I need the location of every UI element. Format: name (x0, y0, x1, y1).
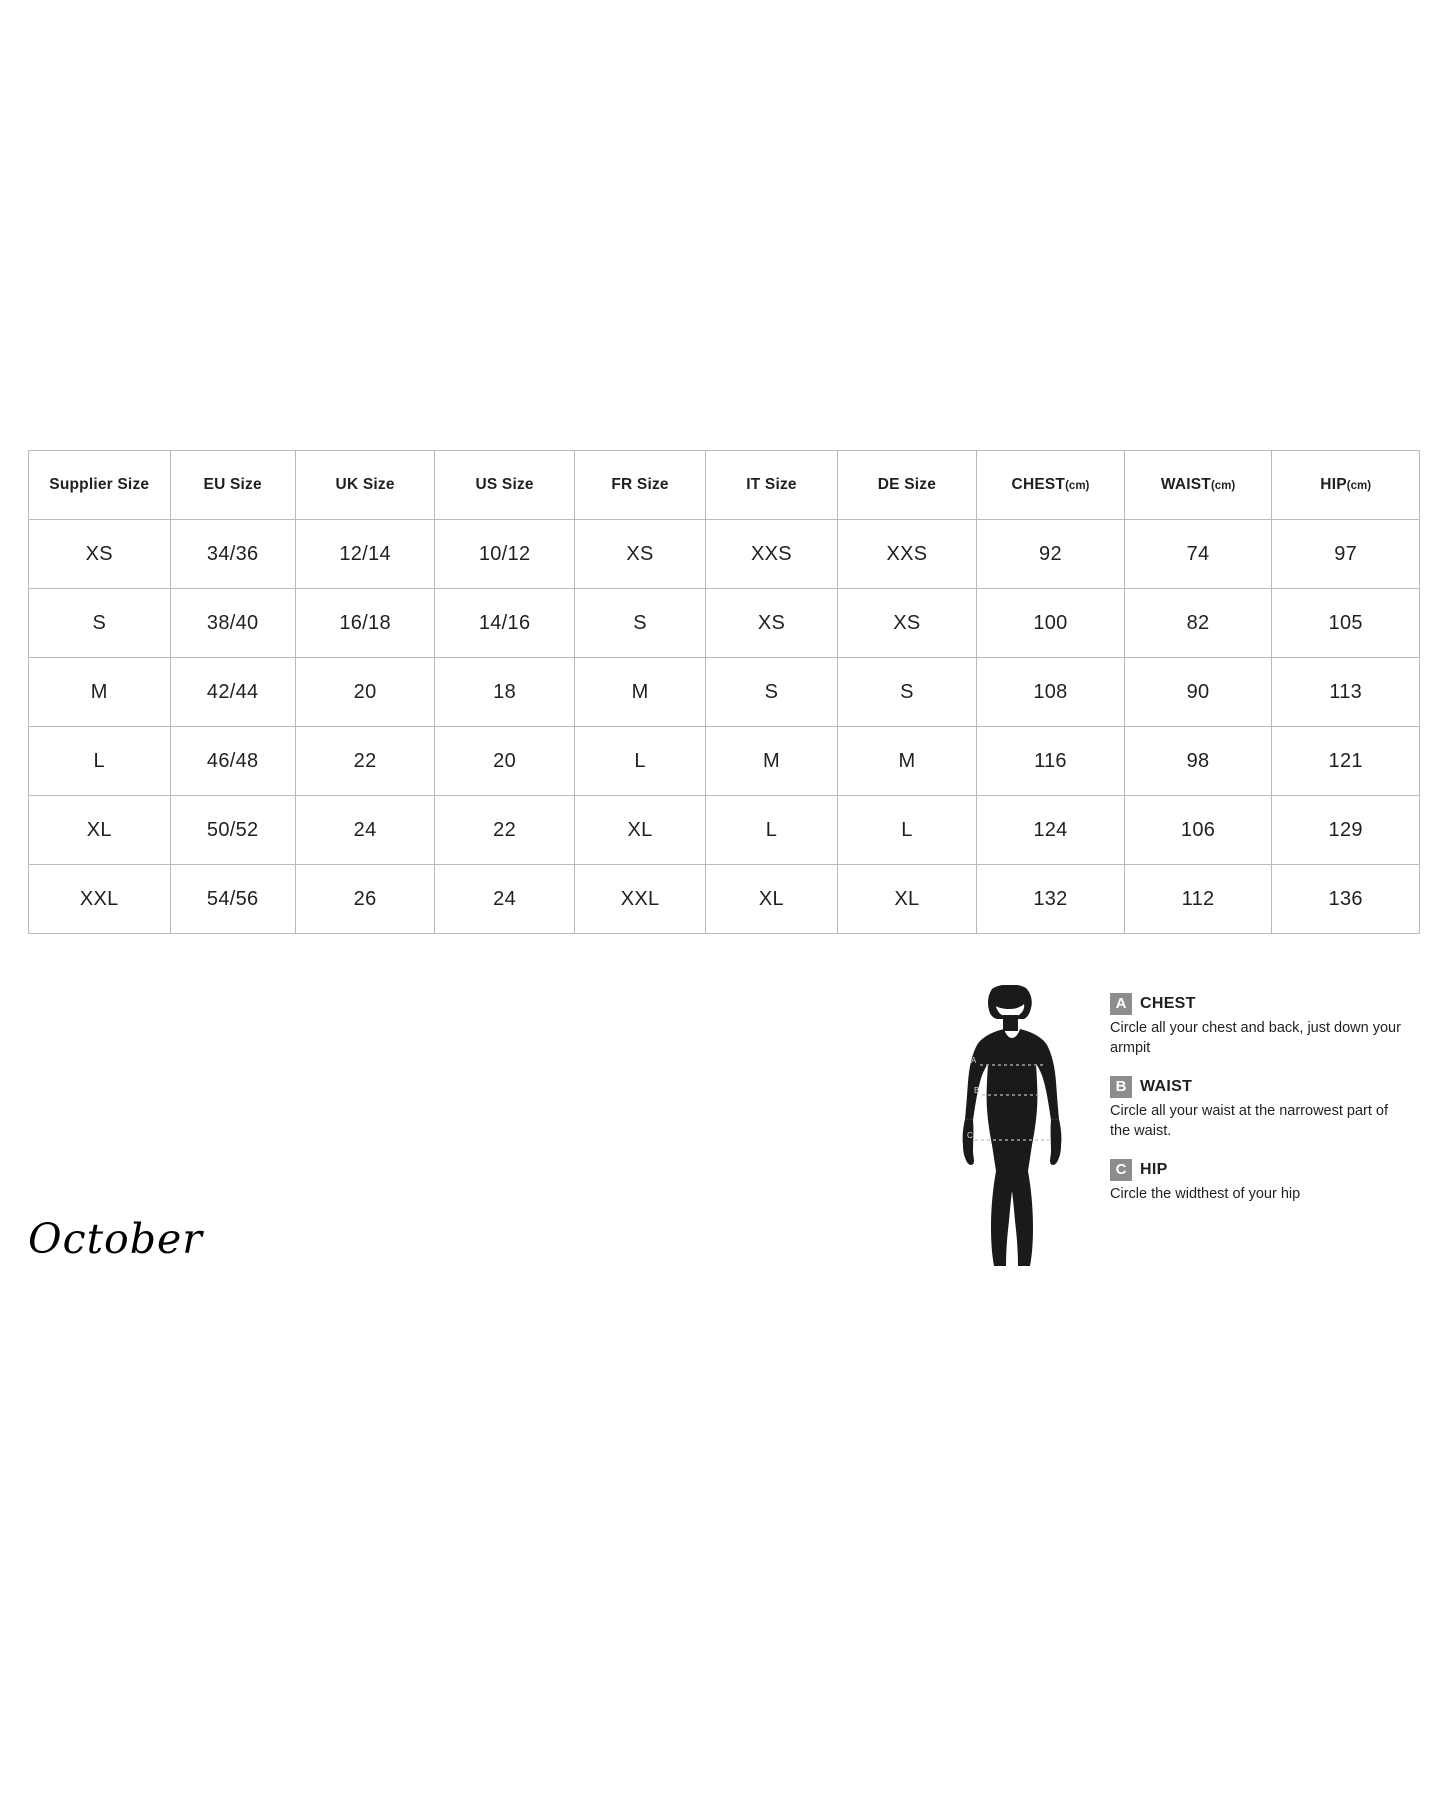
table-cell: 54/56 (170, 865, 295, 934)
table-cell: 46/48 (170, 727, 295, 796)
table-cell: 12/14 (295, 520, 435, 589)
legend-item-waist (1110, 1076, 1410, 1141)
table-cell: L (29, 727, 171, 796)
badge-c-icon: C (1110, 1159, 1132, 1181)
column-header-label: WAIST (1160, 476, 1211, 494)
table-cell: M (574, 658, 705, 727)
table-cell: 100 (977, 589, 1125, 658)
column-header-label: FR Size (611, 476, 669, 494)
column-header-unit: (cm) (1210, 480, 1236, 493)
legend-description: Circle all your chest and back, just down your armpit (1110, 1020, 1401, 1056)
table-cell: XL (29, 796, 171, 865)
table-cell: S (837, 658, 977, 727)
table-cell: 74 (1124, 520, 1272, 589)
legend-title: HIP (1140, 1161, 1168, 1179)
table-cell: 34/36 (170, 520, 295, 589)
column-header-label: DE Size (877, 476, 937, 494)
table-cell: XS (837, 589, 977, 658)
column-header-label: HIP (1320, 476, 1347, 494)
table-row (29, 520, 1420, 589)
column-header-label: Supplier Size (49, 476, 150, 494)
table-cell: M (706, 727, 837, 796)
table-cell: S (706, 658, 837, 727)
table-cell: M (29, 658, 171, 727)
column-header-waist (1124, 451, 1272, 520)
table-header-row (29, 451, 1420, 520)
table-cell: 24 (295, 796, 435, 865)
column-header-chest (977, 451, 1125, 520)
table-row (29, 727, 1420, 796)
figure-label-a: A (971, 1056, 977, 1065)
column-header-fr-size (574, 451, 705, 520)
legend-item-chest (1110, 993, 1410, 1058)
legend-title: WAIST (1140, 1078, 1193, 1096)
table-cell: 16/18 (295, 589, 435, 658)
column-header-unit: (cm) (1065, 480, 1090, 493)
table-cell: 22 (435, 796, 575, 865)
table-cell: 98 (1124, 727, 1272, 796)
table-cell: 106 (1124, 796, 1272, 865)
table-cell: 105 (1272, 589, 1420, 658)
brand-wordmark: October (28, 1215, 203, 1263)
size-chart-section (28, 450, 1420, 934)
table-cell: 112 (1124, 865, 1272, 934)
column-header-supplier-size (29, 451, 171, 520)
column-header-unit: (cm) (1346, 480, 1372, 493)
table-cell: M (837, 727, 977, 796)
body-silhouette-icon (930, 985, 1090, 1270)
table-cell: 14/16 (435, 589, 575, 658)
figure-label-c: C (967, 1131, 973, 1140)
table-cell: XXL (574, 865, 705, 934)
table-cell: L (837, 796, 977, 865)
table-cell: 24 (435, 865, 575, 934)
figure-label-b: B (974, 1086, 980, 1095)
table-cell: XXS (706, 520, 837, 589)
table-cell: 132 (977, 865, 1125, 934)
table-cell: XXL (29, 865, 171, 934)
table-cell: 38/40 (170, 589, 295, 658)
column-header-label: UK Size (335, 476, 395, 494)
table-cell: 90 (1124, 658, 1272, 727)
table-cell: 22 (295, 727, 435, 796)
table-cell: 10/12 (435, 520, 575, 589)
table-row (29, 589, 1420, 658)
table-cell: 113 (1272, 658, 1420, 727)
badge-a-icon: A (1110, 993, 1132, 1015)
legend-title: CHEST (1140, 995, 1196, 1012)
legend-description: Circle all your waist at the narrowest part of the waist. (1110, 1103, 1389, 1139)
table-cell: 50/52 (170, 796, 295, 865)
column-header-eu-size (170, 451, 295, 520)
column-header-label: CHEST (1011, 476, 1066, 494)
table-cell: 82 (1124, 589, 1272, 658)
column-header-us-size (435, 451, 575, 520)
measurement-guide (930, 985, 1410, 1270)
table-cell: 92 (977, 520, 1125, 589)
table-cell: S (29, 589, 171, 658)
badge-b-icon: B (1110, 1076, 1132, 1098)
table-cell: 26 (295, 865, 435, 934)
table-cell: XL (837, 865, 977, 934)
column-header-label: US Size (475, 476, 534, 494)
table-cell: 129 (1272, 796, 1420, 865)
table-cell: XL (706, 865, 837, 934)
table-cell: L (574, 727, 705, 796)
table-cell: L (706, 796, 837, 865)
table-cell: 108 (977, 658, 1125, 727)
table-cell: XS (29, 520, 171, 589)
legend-item-hip (1110, 1159, 1410, 1205)
column-header-label: EU Size (203, 476, 262, 494)
table-cell: 97 (1272, 520, 1420, 589)
table-cell: XXS (837, 520, 977, 589)
column-header-it-size (706, 451, 837, 520)
table-cell: XS (706, 589, 837, 658)
column-header-de-size (837, 451, 977, 520)
table-row (29, 865, 1420, 934)
measurement-legend (1110, 993, 1410, 1223)
table-cell: 124 (977, 796, 1125, 865)
column-header-hip (1272, 451, 1420, 520)
table-cell: XS (574, 520, 705, 589)
table-row (29, 796, 1420, 865)
table-cell: 136 (1272, 865, 1420, 934)
table-cell: 20 (435, 727, 575, 796)
legend-description: Circle the widthest of your hip (1110, 1186, 1301, 1203)
table-cell: 20 (295, 658, 435, 727)
table-cell: XL (574, 796, 705, 865)
size-chart-table (28, 450, 1420, 934)
table-row (29, 658, 1420, 727)
table-cell: S (574, 589, 705, 658)
table-cell: 18 (435, 658, 575, 727)
table-cell: 42/44 (170, 658, 295, 727)
column-header-uk-size (295, 451, 435, 520)
column-header-label: IT Size (746, 476, 797, 494)
table-cell: 116 (977, 727, 1125, 796)
table-cell: 121 (1272, 727, 1420, 796)
